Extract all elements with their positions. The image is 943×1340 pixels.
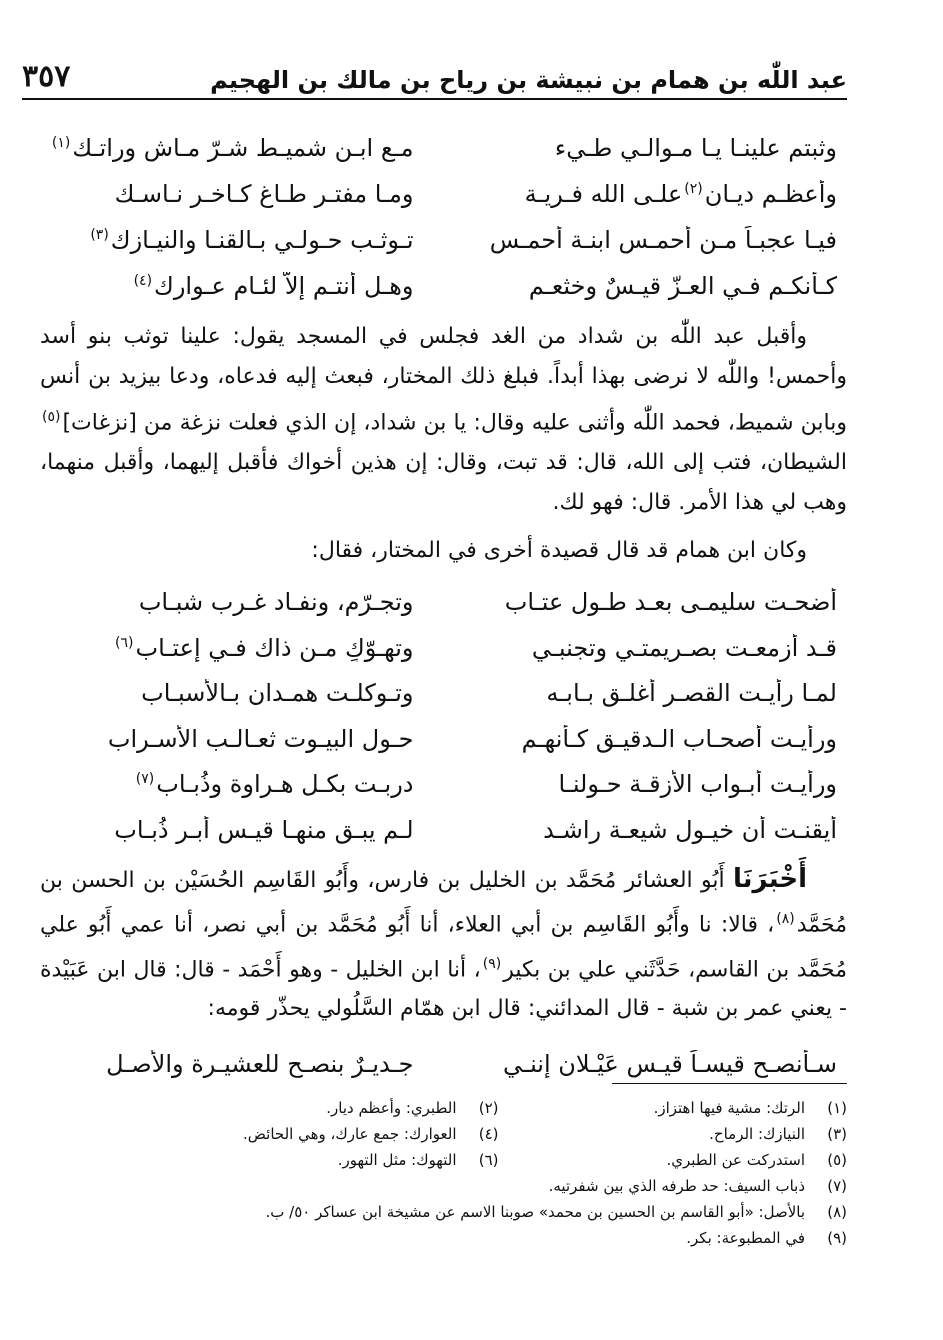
- paragraph-text: الشيطان، فتب إلى الله، قال: قد تبت، وقال: إن هذين أخواك فأقبل إليهما، وأقبل منهما، وهب لي هذا الأمر. قال: فهو لك.: [40, 450, 847, 516]
- verse: [40, 171, 847, 217]
- paragraph-text: وكان ابن همام قد قال قصيدة أخرى في المختار، فقال:: [311, 538, 807, 564]
- footnote-text: في المطبوعة: بكر.: [686, 1229, 805, 1247]
- hemistich-first: [444, 679, 848, 707]
- verse: [40, 263, 847, 309]
- verse-text: وتـوكلـت همـدان بـالأسبـاب: [141, 679, 414, 708]
- hemistich-first: [444, 1050, 848, 1078]
- verse-text: أضحـت سليمـى بعـد طـول عتـاب: [504, 588, 837, 617]
- footnote-number: (٩): [827, 1229, 847, 1247]
- footnote-number: (٣): [827, 1125, 847, 1143]
- isnad-paragraph: [40, 860, 847, 1028]
- verse: [40, 217, 847, 263]
- hemistich-first: [444, 226, 848, 254]
- footnote-text: العوارك: جمع عارك، وهي الحائض.: [243, 1125, 457, 1143]
- hemistich-first: [444, 134, 848, 162]
- footnote-number: (١): [827, 1099, 847, 1117]
- verse-text: مـع ابـن شميـط شـرّ مـاش وراتـك: [72, 134, 414, 162]
- footnote-text: بالأصل: «أبو القاسم بن الحسين بن محمد» صوبنا الاسم عن مشيخة ابن عساكر ٥٠/ ب.: [265, 1203, 805, 1221]
- verse-text: ومـا مفتـر طـاغٍ كـاخـر نـاسـك: [114, 180, 414, 208]
- page-header: [22, 50, 847, 100]
- verse: [40, 1040, 847, 1088]
- footnote: [499, 1125, 848, 1143]
- verse-text: قـد أزمعـت بصـريمتـي وتجنبـي: [531, 633, 837, 662]
- verse-text: فيـا عجبـاً مـن أحمـس ابنـة أحمـس: [489, 226, 837, 254]
- hemistich-second: [40, 634, 444, 662]
- verse: [40, 670, 847, 716]
- footnote-text: الطبري: وأعظم ديار.: [326, 1099, 457, 1117]
- footnote: [499, 1151, 848, 1169]
- footnote-ref: (٢): [684, 181, 703, 197]
- hemistich-second: [40, 725, 444, 753]
- footnote-ref: (٤): [133, 273, 153, 289]
- paragraph: [40, 317, 847, 523]
- verse: [40, 716, 847, 762]
- verse-text: كـأنكـم فـي العـزّ قيـسٌ وخثعـم: [528, 272, 837, 300]
- footnote-number: (٨): [827, 1203, 847, 1221]
- hemistich-first: [444, 588, 848, 616]
- page-number: ٣٥٧: [22, 59, 71, 94]
- footnote: [150, 1151, 499, 1169]
- verse-text: دربـت بكـل هـراوة وذُبـاب: [156, 770, 414, 799]
- hemistich-second: [40, 1050, 444, 1078]
- verse-text: سـأنصـح قيسـاً قيـس عَيْـلان إننـي: [503, 1049, 837, 1078]
- hemistich-second: [40, 588, 444, 616]
- footnote: [150, 1125, 499, 1143]
- running-title: عبد اللّٰه بن همام بن نبيشة بن رياح بن مالك بن الهجيم: [210, 66, 847, 94]
- verse-text: ورأيـت أبـواب الأزقـة حـولنـا: [558, 770, 837, 799]
- footnote-ref: (٥): [42, 409, 61, 425]
- footnote-row: [150, 1095, 847, 1121]
- verse: [40, 579, 847, 625]
- footnote-number: (٤): [478, 1125, 499, 1143]
- footnote-text: التهوك: مثل التهور.: [337, 1151, 457, 1169]
- footnote-text: استدركت عن الطبري.: [666, 1151, 805, 1169]
- footnote-row: [150, 1147, 847, 1173]
- verse-text: جـديـرٌ بنصـحٍ للعشيـرة والأصـلِ: [106, 1049, 414, 1078]
- verse-text: وتجـرّم، ونفـاد غـرب شبـاب: [138, 588, 414, 617]
- footnote-number: (٥): [827, 1151, 847, 1169]
- footnote: [150, 1099, 499, 1117]
- footnote-ref: (٨): [776, 911, 795, 928]
- verse: [40, 761, 847, 807]
- hemistich-second: [40, 134, 444, 162]
- paragraph-text: ، أنا ابن الخليل - وهو أَحْمَد - قال: قال ابن عَبَيْدة - يعني عمر بن شبة - قال المدائني: قال ابن همّام السَّلُولي يحذّر قومه:: [40, 956, 847, 1021]
- verse-text: تـوثـب حـولـي بـالقنـا والنيـازك: [110, 226, 414, 254]
- footnote-separator: [612, 1083, 847, 1084]
- paragraph-text: أَبُو العشائر مُحَمَّد بن الخليل بن فارس، وأَبُو القَاسِم الحُسَيْن بن الحسن بن مُحَمَّد: [40, 868, 847, 938]
- hemistich-second: [40, 679, 444, 707]
- paragraph: [40, 531, 847, 571]
- verse-text: حـول البيـوت ثعـالـب الأسـراب: [107, 724, 414, 753]
- hemistich-first: [444, 816, 848, 844]
- paragraph-text: ، قالا: نا وأَبُو القَاسِم بن أبي العلاء، أنا أَبُو مُحَمَّد بن أبي نصر، أنا عمي أَبُو علي مُحَمَّد بن القاسم، حَدَّثَني علي بن بكير: [40, 912, 847, 982]
- verse: [40, 625, 847, 671]
- hemistich-second: [40, 180, 444, 208]
- footnote-ref: (٣): [90, 227, 109, 243]
- hemistich-second: [40, 226, 444, 254]
- footnote-ref: (٩): [482, 955, 502, 972]
- verse-text: علـى الله فـريـة: [524, 180, 683, 208]
- page-content: [40, 125, 847, 1088]
- footnote-ref: (٧): [135, 771, 155, 788]
- verse-text: ورأيـت أصحـاب الـدقيـق كـأنهـم: [521, 724, 837, 753]
- footnote: [150, 1199, 847, 1225]
- verse-text: لمـا رأيـت القصـر أغلـق بـابـه: [546, 679, 837, 708]
- footnotes: [150, 1095, 847, 1251]
- verse-text: وثبتم علينـا يـا مـوالـي طـيء: [554, 134, 837, 162]
- footnote-number: (٧): [827, 1177, 847, 1195]
- poem-1: [40, 125, 847, 309]
- poem-2: [40, 579, 847, 852]
- hemistich-first: [444, 180, 848, 208]
- footnote-text: الرتك: مشية فيها اهتزاز.: [653, 1099, 805, 1117]
- verse-text: وأعظـم ديـانٍ: [704, 180, 837, 208]
- footnote: [150, 1225, 847, 1251]
- verse: [40, 125, 847, 171]
- footnote: [150, 1173, 847, 1199]
- hemistich-second: [40, 816, 444, 844]
- verse-text: وهـل أنتـم إلاّ لئـام عـوارك: [154, 272, 414, 300]
- verse-text: لـم يبـق منهـا قيـس أبـر ذُبـاب: [114, 815, 414, 844]
- paragraph-text: وأقبل عبد اللّٰه بن شداد من الغد فجلس في المسجد يقول: علينا توثب بنو أسد وأحمس! واللّٰه لا نرضى بهذا أبداً. فبلغ ذلك المختار، فبعث إليه فدعاه، ودعا بيزيد بن أنس وبابن شميط، فحمد اللّٰه وأثنى عليه وقال: يا بن شداد، إن الذي فعلت نزغة من [نزغات]: [40, 324, 847, 436]
- hemistich-first: [444, 725, 848, 753]
- footnote-row: [150, 1121, 847, 1147]
- hemistich-first: [444, 634, 848, 662]
- footnote-text: ذباب السيف: حد طرفه الذي بين شفرتيه.: [548, 1177, 805, 1195]
- verse: [40, 807, 847, 853]
- footnote: [499, 1099, 848, 1117]
- verse-text: أيقنـت أن خيـول شيعـة راشـد: [543, 815, 837, 844]
- hemistich-second: [40, 770, 444, 798]
- hemistich-first: [444, 770, 848, 798]
- footnote-ref: (٦): [115, 634, 134, 651]
- footnote-number: (٦): [478, 1151, 499, 1169]
- footnote-number: (٢): [478, 1099, 499, 1117]
- footnote-ref: (١): [51, 135, 71, 151]
- hemistich-second: [40, 272, 444, 300]
- hemistich-first: [444, 272, 848, 300]
- akhbarana-heading: أَخْبَرَنَا: [733, 864, 807, 895]
- footnote-text: النيازك: الرماح.: [709, 1125, 805, 1143]
- verse-text: وتهـوّكٍ مـن ذاك فـي إعتـاب: [135, 633, 414, 662]
